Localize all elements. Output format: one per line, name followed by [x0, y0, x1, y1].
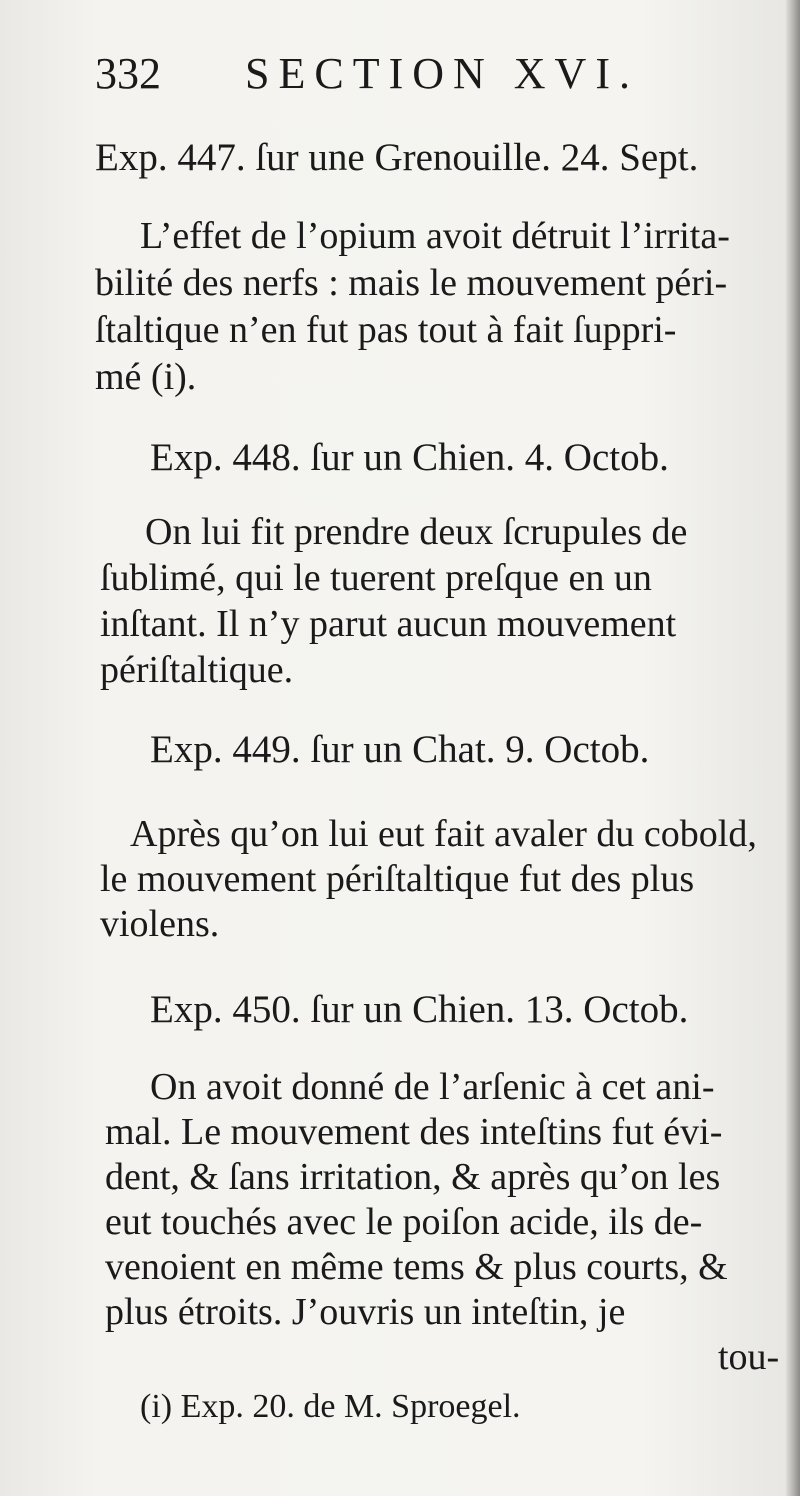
text-line: On lui fit prendre deux ſcrupules de: [145, 511, 688, 553]
text-line: ſublimé, qui le tuerent preſque en un: [100, 557, 652, 599]
text-line: ſtaltique n’en fut pas tout à fait ſuppri-: [95, 309, 677, 351]
experiment-heading-449: Exp. 449. ſur un Chat. 9. Octob.: [150, 728, 650, 771]
footnote: (i) Exp. 20. de M. Sproegel.: [140, 1388, 521, 1425]
text-line: dent, & ſans irritation, & après qu’on les: [105, 1156, 721, 1198]
text-line: L’effet de l’opium avoit détruit l’irrita-: [140, 215, 730, 257]
section-title: SECTION XVI.: [245, 49, 639, 98]
text-line: plus étroits. J’ouvris un inteſtin, je: [105, 1291, 626, 1333]
experiment-heading-450: Exp. 450. ſur un Chien. 13. Octob.: [150, 988, 689, 1031]
text-line: violens.: [100, 903, 220, 945]
running-header: [95, 48, 675, 108]
text-line: mal. Le mouvement des inteſtins fut évi-: [105, 1111, 723, 1153]
text-line: bilité des nerfs : mais le mouvement péri-: [95, 262, 728, 304]
experiment-heading-448: Exp. 448. ſur un Chien. 4. Octob.: [150, 436, 669, 479]
text-line: inſtant. Il n’y parut aucun mouvement: [100, 603, 677, 645]
text-line: mé (i).: [95, 356, 197, 398]
text-line: venoient en même tems & plus courts, &: [105, 1246, 728, 1288]
text-line: eut touchés avec le poiſon acide, ils de-: [105, 1201, 703, 1243]
text-line: le mouvement périſtaltique fut des plus: [100, 858, 695, 900]
text-line: On avoit donné de l’arſenic à cet ani-: [150, 1066, 715, 1108]
page-edge-shadow: [786, 0, 800, 1496]
text-line: Après qu’on lui eut fait avaler du cobold,: [130, 813, 757, 855]
text-line: périſtaltique.: [100, 649, 294, 691]
page-number: 332: [95, 49, 161, 98]
experiment-heading-447: Exp. 447. ſur une Grenouille. 24. Sept.: [95, 136, 699, 179]
catchword: tou-: [718, 1336, 780, 1378]
